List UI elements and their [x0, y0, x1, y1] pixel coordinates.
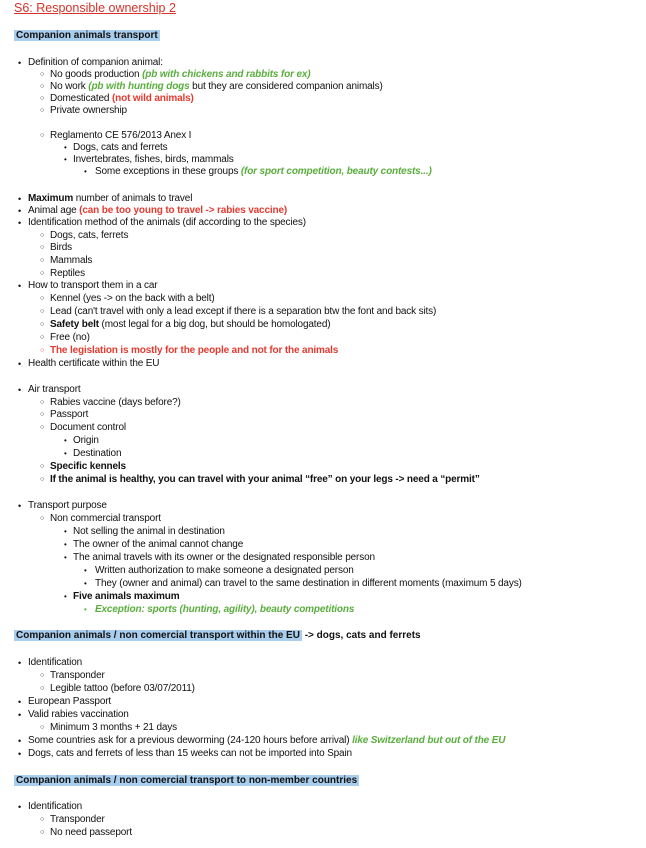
- bullet-dot: •: [64, 540, 67, 549]
- bullet-dot: •: [18, 710, 22, 720]
- bullet-dot: •: [18, 218, 22, 228]
- list-item: Invertebrates, fishes, birds, mammals: [73, 154, 234, 165]
- list-item: Non commercial transport: [50, 513, 161, 524]
- list-item: Domesticated (not wild animals): [50, 93, 194, 104]
- list-item: No need passeport: [50, 827, 132, 838]
- bullet-dot: •: [64, 436, 67, 445]
- list-item: Valid rabies vaccination: [28, 709, 129, 720]
- list-item: Some exceptions in these groups (for sport competition, beauty contests...): [95, 166, 432, 177]
- list-item: Exception: sports (hunting, agility), beauty competitions: [95, 604, 355, 615]
- list-item: Transport purpose: [28, 500, 107, 511]
- list-item: Not selling the animal in destination: [73, 526, 225, 537]
- list-item: How to transport them in a car: [28, 280, 158, 291]
- bullet-dot: •: [84, 167, 87, 176]
- bullet-circle: ○: [40, 308, 45, 315]
- list-item: Legible tattoo (before 03/07/2011): [50, 683, 195, 694]
- bullet-dot: •: [18, 802, 22, 812]
- list-item: No goods production (pb with chickens and rabbits for ex): [50, 69, 311, 80]
- bullet-dot: •: [18, 736, 22, 746]
- list-item: Dogs, cats, ferrets: [50, 230, 129, 241]
- bullet-dot: •: [18, 385, 22, 395]
- bullet-dot: •: [18, 206, 22, 216]
- bullet-circle: ○: [40, 334, 45, 341]
- list-item: Passport: [50, 409, 89, 420]
- list-item: European Passport: [28, 696, 112, 707]
- bullet-dot: •: [84, 579, 87, 588]
- bullet-dot: •: [18, 697, 22, 707]
- list-item: Document control: [50, 422, 126, 433]
- list-item: Kennel (yes -> on the back with a belt): [50, 293, 215, 304]
- list-item: If the animal is healthy, you can travel with your animal “free” on your legs -> need a “permit”: [50, 474, 480, 485]
- list-item: Lead (can't travel with only a lead except if there is a separation btw the font and back sits): [50, 306, 437, 317]
- list-item: Maximum number of animals to travel: [28, 193, 193, 204]
- list-item: The animal travels with its owner or the designated responsible person: [73, 552, 375, 563]
- list-item: Transponder: [50, 814, 105, 825]
- bullet-circle: ○: [40, 672, 45, 679]
- page-title: S6: Responsible ownership 2: [14, 1, 176, 15]
- section-header-1: Companion animals transport: [16, 30, 158, 41]
- list-item: Written authorization to make someone a designated person: [95, 565, 354, 576]
- list-item: Reglamento CE 576/2013 Anex I: [50, 130, 192, 141]
- bullet-dot: •: [64, 449, 67, 458]
- bullet-circle: ○: [40, 685, 45, 692]
- list-item: Transponder: [50, 670, 105, 681]
- list-item: No work (pb with hunting dogs but they are considered companion animals): [50, 81, 383, 92]
- list-item: Identification: [28, 657, 83, 668]
- bullet-dot: •: [64, 155, 67, 164]
- bullet-dot: •: [84, 566, 87, 575]
- list-item: Identification method of the animals (dif according to the species): [28, 217, 306, 228]
- list-item: Rabies vaccine (days before?): [50, 397, 181, 408]
- bullet-dot: •: [64, 553, 67, 562]
- list-item: They (owner and animal) can travel to the same destination in different moments (maximum 5 days): [95, 578, 522, 589]
- list-item: Origin: [73, 435, 99, 446]
- list-item: Minimum 3 months + 21 days: [50, 722, 177, 733]
- list-item: Dogs, cats and ferrets: [73, 142, 168, 153]
- bullet-dot: •: [18, 194, 22, 204]
- list-item: Air transport: [28, 384, 81, 395]
- bullet-circle: ○: [40, 424, 45, 431]
- list-item: Definition of companion animal:: [28, 57, 163, 68]
- bullet-circle: ○: [40, 107, 45, 114]
- bullet-circle: ○: [40, 132, 45, 139]
- bullet-circle: ○: [40, 270, 45, 277]
- list-item: Reptiles: [50, 268, 85, 279]
- bullet-circle: ○: [40, 257, 45, 264]
- bullet-circle: ○: [40, 515, 45, 522]
- bullet-circle: ○: [40, 399, 45, 406]
- list-item: Health certificate within the EU: [28, 358, 160, 369]
- bullet-circle: ○: [40, 347, 45, 354]
- bullet-dot: •: [64, 527, 67, 536]
- list-item: The owner of the animal cannot change: [73, 539, 244, 550]
- bullet-dot: •: [18, 281, 22, 291]
- bullet-dot: •: [64, 143, 67, 152]
- bullet-dot: •: [18, 658, 22, 668]
- list-item: Birds: [50, 242, 73, 253]
- bullet-circle: ○: [40, 321, 45, 328]
- bullet-dot: •: [64, 592, 67, 601]
- list-item: Destination: [73, 448, 122, 459]
- list-item: Dogs, cats and ferrets of less than 15 weeks can not be imported into Spain: [28, 748, 352, 759]
- bullet-circle: ○: [40, 71, 45, 78]
- list-item: Five animals maximum: [73, 591, 180, 602]
- bullet-dot: •: [18, 58, 22, 68]
- bullet-dot: •: [84, 605, 87, 614]
- list-item: Safety belt (most legal for a big dog, but should be homologated): [50, 319, 331, 330]
- bullet-circle: ○: [40, 83, 45, 90]
- list-item: Identification: [28, 801, 83, 812]
- bullet-circle: ○: [40, 724, 45, 731]
- bullet-circle: ○: [40, 244, 45, 251]
- bullet-circle: ○: [40, 816, 45, 823]
- list-item: Some countries ask for a previous deworming (24-120 hours before arrival) like Switzerland but out of the EU: [28, 735, 506, 746]
- section-header-2: Companion animals / non comercial transport within the EU -> dogs, cats and ferrets: [16, 630, 421, 641]
- list-item: The legislation is mostly for the people and not for the animals: [50, 345, 339, 356]
- section-header-3: Companion animals / non comercial transport to non-member countries: [16, 775, 358, 786]
- list-item: Private ownership: [50, 105, 127, 116]
- list-item: Free (no): [50, 332, 90, 343]
- list-item: Animal age (can be too young to travel -> rabies vaccine): [28, 205, 288, 216]
- bullet-circle: ○: [40, 463, 45, 470]
- bullet-circle: ○: [40, 829, 45, 836]
- list-item: Mammals: [50, 255, 93, 266]
- list-item: Specific kennels: [50, 461, 126, 472]
- bullet-circle: ○: [40, 476, 45, 483]
- bullet-dot: •: [18, 359, 22, 369]
- bullet-circle: ○: [40, 232, 45, 239]
- bullet-circle: ○: [40, 95, 45, 102]
- bullet-circle: ○: [40, 411, 45, 418]
- bullet-dot: •: [18, 749, 22, 759]
- bullet-dot: •: [18, 501, 22, 511]
- bullet-circle: ○: [40, 295, 45, 302]
